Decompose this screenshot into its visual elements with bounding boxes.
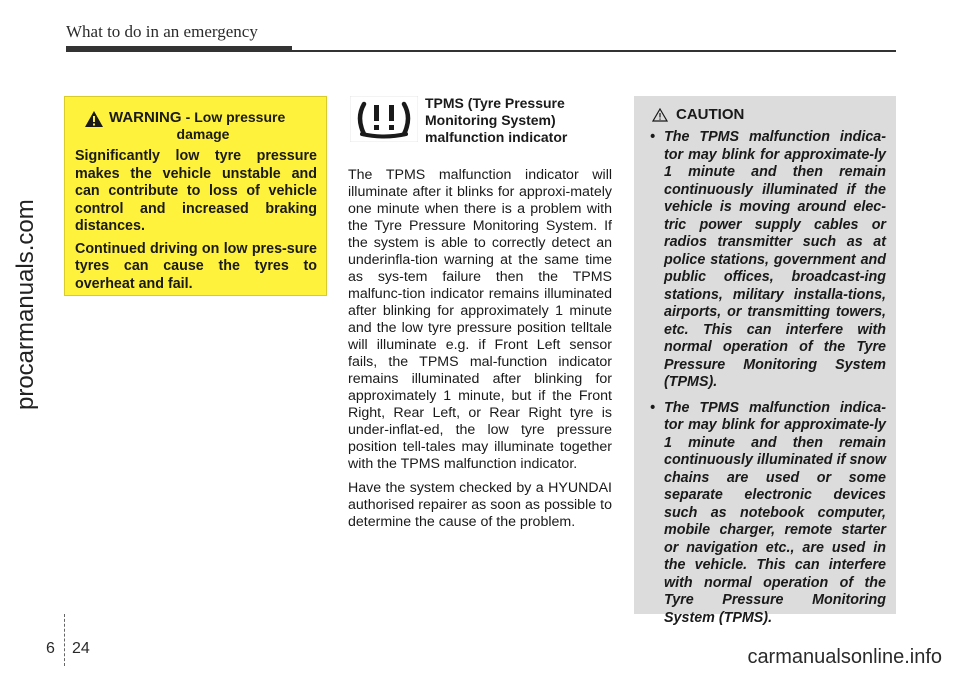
caution-triangle-icon <box>652 108 668 122</box>
warning-title: WARNING <box>109 109 182 126</box>
warning-subtitle: - Low pressure <box>185 109 286 125</box>
caution-header <box>652 106 886 123</box>
caution-title: CAUTION <box>676 106 745 123</box>
chapter-number: 6 <box>46 640 55 657</box>
bullet: • <box>650 399 656 416</box>
page-divider <box>64 614 65 666</box>
tpms-body <box>348 167 612 538</box>
warning-paragraph: Continued driving on low pres-sure tyres can cause the tyres to overheat and fail. <box>75 240 317 292</box>
tpms-paragraph: The TPMS malfunction indicator will illuminate after it blinks for approxi-mately one minute when there is a problem with the Tyre Pressure Monitoring System. If the system is able to correctly detect an underinfla-tion warning at the same time as sys-tem failure then the TPMS malfunc-tion indicator remains illuminated after blinking for approximately 1 minute and the low tyre pressure position telltale will illuminate e.g. if Front Left sensor fails, the TPMS mal-function indicator remains illuminated after blinking for approximately 1 minute, but if the Front Right, Rear Left, or Rear Right tyre is under-inflat-ed, the low tyre pressure position tell-tales may illuminate together with the TPMS malfunction indicator. <box>348 167 612 472</box>
caution-item <box>644 400 886 628</box>
caution-box <box>634 96 896 626</box>
tpms-paragraph: Have the system checked by a HYUNDAI authorised repairer as soon as possible to determine the cause of the problem. <box>348 480 612 530</box>
warning-box <box>64 96 327 296</box>
section-title: What to do in an emergency <box>66 22 258 41</box>
header-rule <box>66 50 896 52</box>
tpms-heading-line: malfunction indicator <box>425 129 568 145</box>
warning-header <box>75 109 317 143</box>
watermark-left: procarmanuals.com <box>12 199 39 410</box>
caution-item-text: The TPMS malfunction indica-tor may blink for approximate-ly 1 minute and then remain continuously illuminated if the vehicle is moving around elec-tric power supply cables or radios transmitter such as at police stations, government and public offices, broadcast-ing stations, military installa-tions, airports, or transmitting towers, etc. This can interfere with normal operation of the Tyre Pressure Monitoring System (TPMS). <box>664 129 886 390</box>
tpms-heading <box>425 95 605 146</box>
warning-paragraph: Significantly low tyre pressure makes the vehicle unstable and can contribute to loss of vehicle control and increased braking distances. <box>75 148 317 234</box>
warning-subtitle-2: damage <box>176 126 230 142</box>
warning-triangle-icon <box>85 111 103 127</box>
watermark-bottom: carmanualsonline.info <box>747 646 942 668</box>
tpms-heading-line: Monitoring System) <box>425 112 556 128</box>
tpms-malfunction-icon <box>350 96 418 142</box>
page-number: 24 <box>72 640 90 657</box>
caution-item <box>644 129 886 392</box>
caution-item-text: The TPMS malfunction indica-tor may blink for approximate-ly 1 minute and then remain continuously illuminated if snow chains are used or some separate electronic devices such as notebook computer, mobile charger, remote starter or navigation etc., are used in the vehicle. This can interfere with normal operation of the Tyre Pressure Monitoring System (TPMS). <box>664 399 886 626</box>
tpms-heading-line: TPMS (Tyre Pressure <box>425 95 565 111</box>
bullet: • <box>650 129 656 145</box>
